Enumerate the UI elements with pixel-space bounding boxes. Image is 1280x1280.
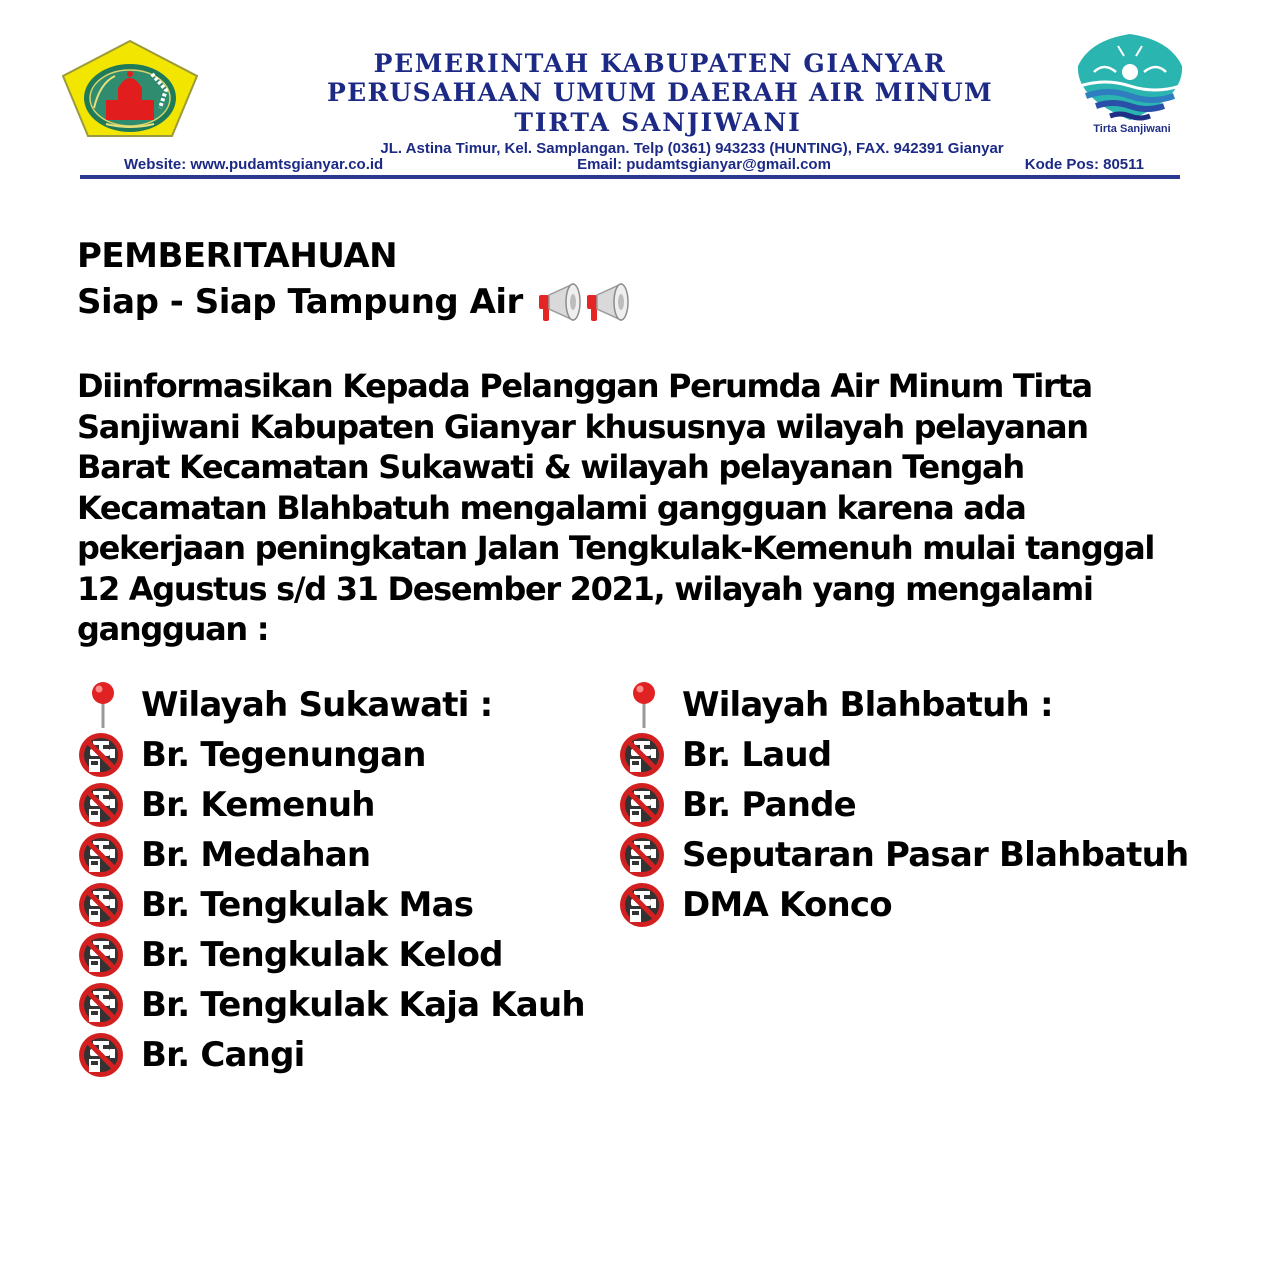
notice-body-paragraph (77, 366, 1267, 650)
megaphone-icon (537, 281, 583, 323)
area-item-label: DMA Konco (682, 885, 892, 925)
body-line: pekerjaan peningkatan Jalan Tengkulak-Kemenuh mulai tanggal (77, 529, 1155, 567)
body-line: Kecamatan Blahbatuh mengalami gangguan karena ada (77, 488, 1026, 527)
body-line: Sanjiwani Kabupaten Gianyar khususnya wilayah pelayanan (77, 407, 1088, 446)
notice-heading (77, 233, 1257, 325)
list-item (77, 1030, 585, 1080)
round-pushpin-icon (618, 680, 670, 730)
list-item (618, 830, 1188, 880)
list-item (77, 880, 585, 930)
area-item-label: Br. Cangi (141, 1035, 305, 1075)
non-potable-water-icon (618, 730, 670, 780)
notice-title: PEMBERITAHUAN (77, 236, 398, 276)
body-line: Diinformasikan Kepada Pelanggan Perumda Air Minum Tirta (77, 367, 1092, 405)
area-item-label: Br. Pande (682, 785, 856, 825)
list-item (618, 730, 1188, 780)
non-potable-water-icon (77, 930, 129, 980)
area-item-label: Seputaran Pasar Blahbatuh (682, 835, 1189, 875)
letterhead-government-name: PEMERINTAH KABUPATEN GIANYAR (373, 49, 947, 78)
area-item-label: Br. Tengkulak Kaja Kauh (141, 985, 585, 1025)
area-item-label: Br. Medahan (141, 835, 371, 875)
notice-subtitle-row (77, 279, 1257, 325)
non-potable-water-icon (618, 830, 670, 880)
logo-caption: Tirta Sanjiwani (1093, 123, 1171, 135)
area-item-label: Br. Laud (682, 735, 832, 775)
letterhead-contact-row (124, 156, 1144, 173)
letterhead-postal-code: Kode Pos: 80511 (1024, 156, 1144, 173)
notice-subtitle: Siap - Siap Tampung Air (77, 282, 523, 322)
tirta-sanjiwani-water-drop-logo-icon (1060, 28, 1200, 138)
list-item (77, 830, 585, 880)
area-item-label: Br. Tegenungan (141, 735, 426, 775)
list-item (77, 780, 585, 830)
area-item-label: Br. Tengkulak Kelod (141, 935, 503, 975)
area-header-label: Wilayah Blahbatuh : (682, 685, 1053, 725)
letterhead-divider (80, 175, 1180, 179)
letterhead-website: Website: www.pudamtsgianyar.co.id (124, 156, 384, 173)
area-header-label: Wilayah Sukawati : (141, 685, 493, 725)
non-potable-water-icon (77, 830, 129, 880)
megaphone-icons (537, 281, 631, 323)
letterhead-company-type: PERUSAHAAN UMUM DAERAH AIR MINUM (326, 78, 993, 107)
non-potable-water-icon (77, 780, 129, 830)
list-item (77, 930, 585, 980)
area-header-blahbatuh (618, 680, 1188, 730)
list-item (77, 730, 585, 780)
body-line: Barat Kecamatan Sukawati & wilayah pelayanan Tengah (77, 448, 1024, 486)
letterhead (0, 0, 1280, 200)
non-potable-water-icon (77, 880, 129, 930)
body-line: 12 Agustus s/d 31 Desember 2021, wilayah yang mengalami (77, 569, 1093, 608)
list-item (77, 980, 585, 1030)
area-header-sukawati (77, 680, 585, 730)
area-item-label: Br. Tengkulak Mas (141, 885, 474, 925)
letterhead-address: JL. Astina Timur, Kel. Samplangan. Telp (0361) 943233 (HUNTING), FAX. 942391 Gianyar (380, 140, 1004, 157)
round-pushpin-icon (77, 680, 129, 730)
affected-areas (77, 680, 1257, 1080)
body-line: gangguan : (77, 610, 269, 648)
area-list-blahbatuh (618, 680, 1188, 930)
non-potable-water-icon (77, 980, 129, 1030)
non-potable-water-icon (77, 730, 129, 780)
non-potable-water-icon (618, 780, 670, 830)
letterhead-email: Email: pudamtsgianyar@gmail.com (577, 156, 831, 173)
list-item (618, 880, 1188, 930)
area-list-sukawati (77, 680, 585, 1080)
megaphone-icon (585, 281, 631, 323)
list-item (618, 780, 1188, 830)
tirta-sanjiwani-logo (1060, 28, 1200, 138)
non-potable-water-icon (618, 880, 670, 930)
non-potable-water-icon (77, 1030, 129, 1080)
area-item-label: Br. Kemenuh (141, 785, 375, 825)
letterhead-company-name: TIRTA SANJIWANI (514, 108, 802, 137)
